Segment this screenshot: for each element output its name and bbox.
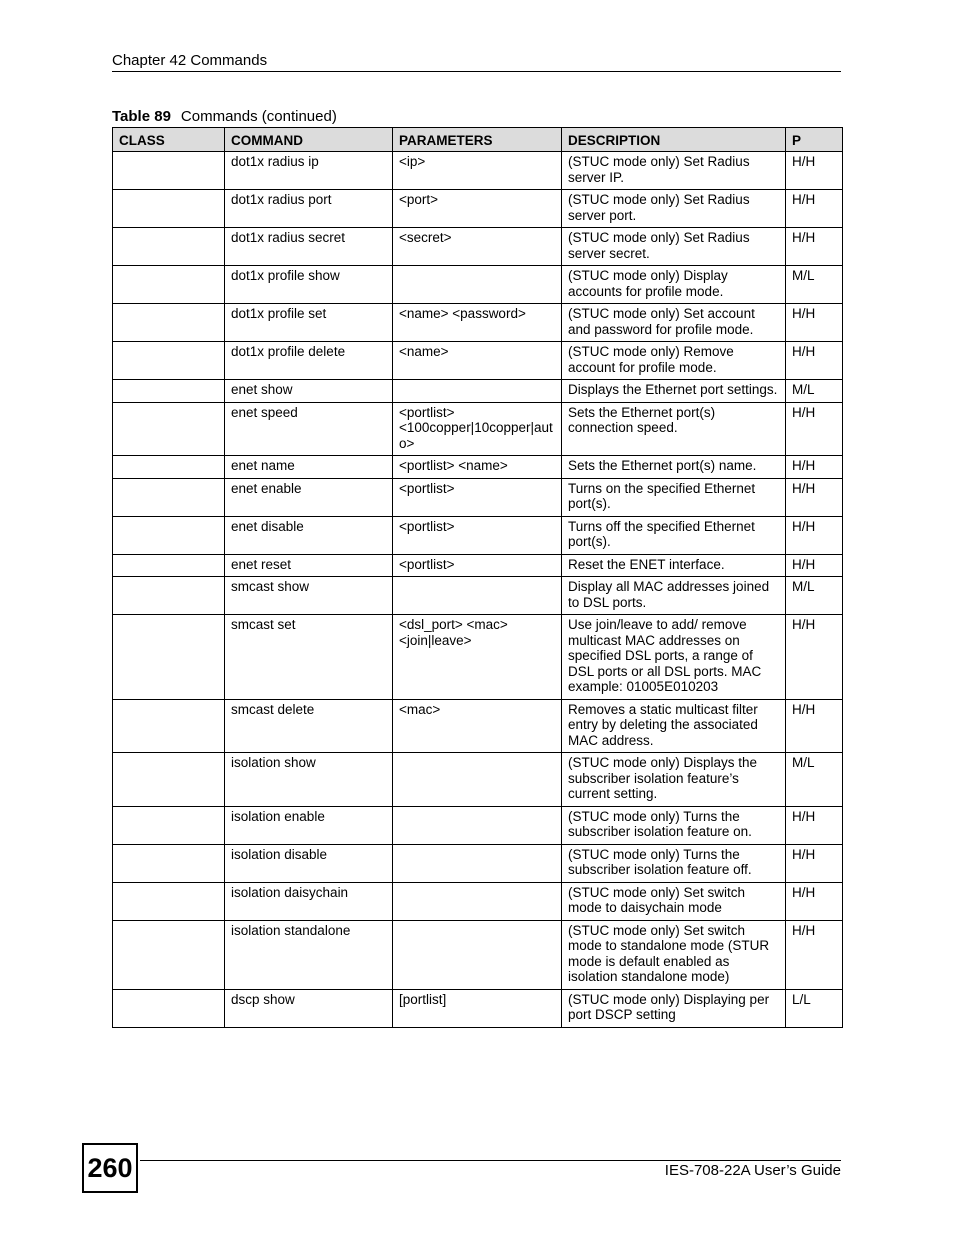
cell-command: isolation show: [225, 753, 393, 807]
cell-p: H/H: [786, 844, 843, 882]
table-row: [113, 806, 843, 844]
cell-class: [113, 844, 225, 882]
cell-p: H/H: [786, 456, 843, 479]
cell-class: [113, 882, 225, 920]
cell-description: (STUC mode only) Set Radius server IP.: [562, 152, 786, 190]
cell-class: [113, 152, 225, 190]
table-row: [113, 190, 843, 228]
guide-title: IES-708-22A User’s Guide: [664, 1162, 841, 1179]
header-divider: [112, 71, 841, 72]
table-row: [113, 456, 843, 479]
cell-parameters: [393, 266, 562, 304]
cell-p: H/H: [786, 304, 843, 342]
table-row: [113, 516, 843, 554]
cell-p: H/H: [786, 190, 843, 228]
table-row: [113, 844, 843, 882]
cell-p: H/H: [786, 615, 843, 700]
cell-p: H/H: [786, 882, 843, 920]
cell-description: (STUC mode only) Set account and password for profile mode.: [562, 304, 786, 342]
cell-class: [113, 989, 225, 1027]
cell-description: Use join/leave to add/ remove multicast MAC addresses on specified DSL ports, a range of DSL ports or all DSL ports. MAC example: 01005E010203: [562, 615, 786, 700]
cell-command: smcast delete: [225, 699, 393, 753]
cell-parameters: <portlist> <100copper|10copper|auto>: [393, 402, 562, 456]
cell-parameters: [portlist]: [393, 989, 562, 1027]
cell-parameters: <portlist>: [393, 554, 562, 577]
cell-parameters: [393, 806, 562, 844]
cell-description: (STUC mode only) Set Radius server secret.: [562, 228, 786, 266]
cell-p: H/H: [786, 402, 843, 456]
cell-parameters: <port>: [393, 190, 562, 228]
cell-command: dot1x radius ip: [225, 152, 393, 190]
cell-description: (STUC mode only) Set Radius server port.: [562, 190, 786, 228]
cell-command: enet speed: [225, 402, 393, 456]
cell-parameters: <name> <password>: [393, 304, 562, 342]
column-header-p: P: [786, 128, 843, 152]
chapter-header: Chapter 42 Commands: [112, 52, 268, 69]
cell-command: isolation disable: [225, 844, 393, 882]
cell-command: smcast show: [225, 577, 393, 615]
cell-description: (STUC mode only) Displaying per port DSCP setting: [562, 989, 786, 1027]
table-row: [113, 380, 843, 403]
cell-p: H/H: [786, 699, 843, 753]
cell-command: isolation enable: [225, 806, 393, 844]
cell-parameters: <dsl_port> <mac> <join|leave>: [393, 615, 562, 700]
cell-p: M/L: [786, 266, 843, 304]
cell-command: dot1x profile delete: [225, 342, 393, 380]
cell-class: [113, 554, 225, 577]
cell-class: [113, 920, 225, 989]
table-row: [113, 615, 843, 700]
table-caption-label: Table 89: [112, 108, 171, 125]
cell-class: [113, 266, 225, 304]
cell-description: Removes a static multicast filter entry by deleting the associated MAC address.: [562, 699, 786, 753]
cell-command: dot1x radius secret: [225, 228, 393, 266]
cell-p: M/L: [786, 577, 843, 615]
column-header-parameters: PARAMETERS: [393, 128, 562, 152]
cell-class: [113, 190, 225, 228]
table-row: [113, 882, 843, 920]
cell-class: [113, 228, 225, 266]
cell-description: (STUC mode only) Displays the subscriber isolation feature’s current setting.: [562, 753, 786, 807]
table-row: [113, 304, 843, 342]
cell-class: [113, 753, 225, 807]
cell-class: [113, 456, 225, 479]
cell-p: H/H: [786, 516, 843, 554]
table-caption-title: Commands (continued): [180, 108, 337, 125]
cell-command: dot1x profile show: [225, 266, 393, 304]
cell-class: [113, 342, 225, 380]
table-header-row: [113, 128, 843, 152]
cell-description: Display all MAC addresses joined to DSL ports.: [562, 577, 786, 615]
cell-parameters: <ip>: [393, 152, 562, 190]
table-row: [113, 266, 843, 304]
cell-class: [113, 304, 225, 342]
cell-command: enet name: [225, 456, 393, 479]
cell-command: enet enable: [225, 478, 393, 516]
cell-parameters: <portlist> <name>: [393, 456, 562, 479]
cell-command: dot1x profile set: [225, 304, 393, 342]
cell-description: Sets the Ethernet port(s) connection speed.: [562, 402, 786, 456]
table-row: [113, 152, 843, 190]
cell-p: H/H: [786, 228, 843, 266]
cell-p: H/H: [786, 920, 843, 989]
cell-parameters: <secret>: [393, 228, 562, 266]
cell-class: [113, 806, 225, 844]
cell-class: [113, 402, 225, 456]
table-row: [113, 478, 843, 516]
cell-p: H/H: [786, 342, 843, 380]
cell-parameters: [393, 577, 562, 615]
cell-p: H/H: [786, 806, 843, 844]
cell-command: smcast set: [225, 615, 393, 700]
table-row: [113, 577, 843, 615]
cell-command: enet reset: [225, 554, 393, 577]
cell-description: (STUC mode only) Set switch mode to standalone mode (STUR mode is default enabled as isolation standalone mode): [562, 920, 786, 989]
table-row: [113, 699, 843, 753]
page-number: 260: [82, 1143, 138, 1193]
cell-description: (STUC mode only) Display accounts for profile mode.: [562, 266, 786, 304]
cell-parameters: <portlist>: [393, 478, 562, 516]
column-header-description: DESCRIPTION: [562, 128, 786, 152]
cell-command: enet disable: [225, 516, 393, 554]
cell-parameters: [393, 882, 562, 920]
cell-command: dot1x radius port: [225, 190, 393, 228]
cell-description: Turns on the specified Ethernet port(s).: [562, 478, 786, 516]
cell-parameters: <portlist>: [393, 516, 562, 554]
cell-description: Displays the Ethernet port settings.: [562, 380, 786, 403]
cell-class: [113, 516, 225, 554]
cell-class: [113, 478, 225, 516]
column-header-class: CLASS: [113, 128, 225, 152]
cell-description: Sets the Ethernet port(s) name.: [562, 456, 786, 479]
cell-command: enet show: [225, 380, 393, 403]
cell-parameters: <name>: [393, 342, 562, 380]
cell-command: isolation standalone: [225, 920, 393, 989]
cell-class: [113, 615, 225, 700]
cell-p: H/H: [786, 152, 843, 190]
table-row: [113, 753, 843, 807]
cell-class: [113, 699, 225, 753]
table-row: [113, 554, 843, 577]
table-row: [113, 989, 843, 1027]
cell-description: (STUC mode only) Turns the subscriber isolation feature on.: [562, 806, 786, 844]
table-row: [113, 402, 843, 456]
cell-description: Turns off the specified Ethernet port(s).: [562, 516, 786, 554]
table-row: [113, 228, 843, 266]
cell-command: dscp show: [225, 989, 393, 1027]
cell-p: M/L: [786, 753, 843, 807]
table-caption: [112, 108, 337, 125]
column-header-command: COMMAND: [225, 128, 393, 152]
table-row: [113, 920, 843, 989]
cell-p: M/L: [786, 380, 843, 403]
cell-p: L/L: [786, 989, 843, 1027]
cell-description: (STUC mode only) Set switch mode to daisychain mode: [562, 882, 786, 920]
table-body: [113, 152, 843, 1028]
cell-class: [113, 380, 225, 403]
cell-p: H/H: [786, 478, 843, 516]
cell-class: [113, 577, 225, 615]
cell-parameters: <mac>: [393, 699, 562, 753]
cell-parameters: [393, 844, 562, 882]
cell-description: (STUC mode only) Remove account for profile mode.: [562, 342, 786, 380]
footer-divider: [140, 1160, 841, 1161]
cell-p: H/H: [786, 554, 843, 577]
commands-table: [112, 127, 843, 1028]
cell-description: (STUC mode only) Turns the subscriber isolation feature off.: [562, 844, 786, 882]
cell-parameters: [393, 380, 562, 403]
cell-parameters: [393, 753, 562, 807]
cell-parameters: [393, 920, 562, 989]
table-row: [113, 342, 843, 380]
cell-description: Reset the ENET interface.: [562, 554, 786, 577]
cell-command: isolation daisychain: [225, 882, 393, 920]
